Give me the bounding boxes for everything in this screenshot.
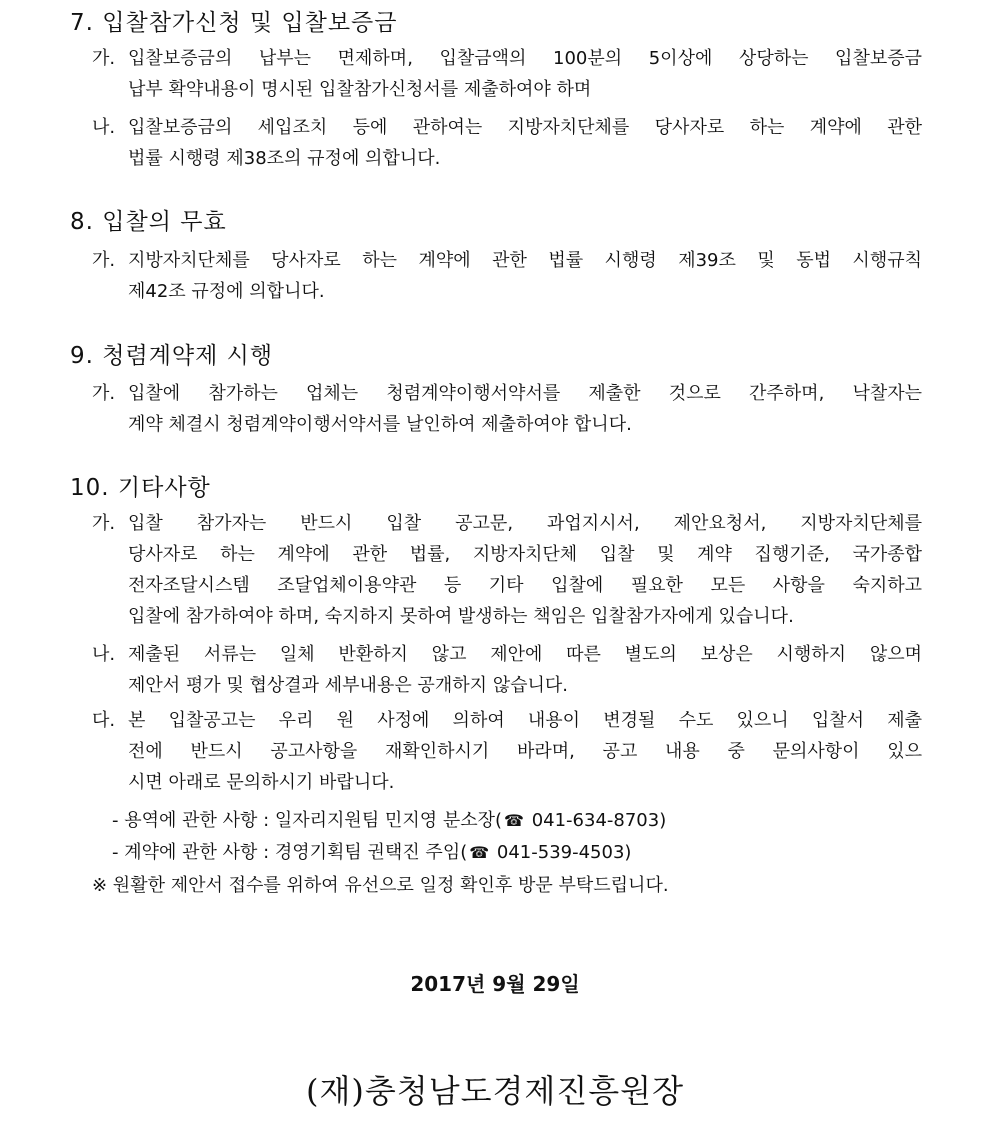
organization-name: (재)충청남도경제진흥원장 — [305, 1072, 684, 1110]
item-line: 입찰보증금의 세입조치 등에 관하여는 지방자치단체를 당사자로 하는 계약에 관한 — [128, 117, 922, 138]
telephone-icon: ☎ — [504, 811, 524, 830]
section-10-item-na — [92, 639, 922, 701]
telephone-icon: ☎ — [469, 843, 490, 862]
item-line: 지방자치단체를 당사자로 하는 계약에 관한 법률 시행령 제39조 및 동법 시행규칙 — [128, 250, 922, 271]
item-line: 본 입찰공고는 우리 원 사정에 의하여 내용이 변경될 수도 있으니 입찰서 제출 — [128, 710, 922, 731]
note-text: ※ 원활한 제안서 접수를 위하여 유선으로 일정 확인후 방문 부탁드립니다. — [92, 875, 669, 896]
item-label: 가. — [92, 250, 116, 271]
section-8-item-ga — [92, 245, 922, 307]
item-line: 전자조달시스템 조달업체이용약관 등 기타 입찰에 필요한 모든 사항을 숙지하고 — [128, 575, 922, 596]
item-label: 가. — [92, 513, 116, 534]
item-line: 계약 체결시 청렴계약이행서약서를 날인하여 제출하여야 합니다. — [128, 414, 632, 435]
section-7-item-na — [92, 112, 922, 174]
contact-service — [112, 806, 666, 832]
contact-text: - 용역에 관한 사항 : 일자리지원팀 민지영 분소장( — [112, 810, 503, 831]
section-10-title: 10. 기타사항 — [70, 475, 211, 501]
contact-phone: 041-634-8703 — [531, 810, 660, 831]
item-line: 납부 확약내용이 명시된 입찰참가신청서를 제출하여야 하며 — [128, 79, 592, 100]
item-line: 입찰보증금의 납부는 면제하며, 입찰금액의 100분의 5이상에 상당하는 입찰보증금 — [128, 48, 922, 69]
section-7-title: 7. 입찰참가신청 및 입찰보증금 — [70, 10, 398, 36]
item-line: 제출된 서류는 일체 반환하지 않고 제안에 따른 별도의 보상은 시행하지 않으며 — [128, 644, 922, 665]
contact-suffix: ) — [624, 842, 632, 863]
section-7-item-ga — [92, 43, 922, 105]
item-line: 입찰에 참가하여야 하며, 숙지하지 못하여 발생하는 책임은 입찰참가자에게 있습니다. — [128, 606, 794, 627]
contact-text: - 계약에 관한 사항 : 경영기획팀 권택진 주임( — [112, 842, 468, 863]
item-line: 입찰 참가자는 반드시 입찰 공고문, 과업지시서, 제안요청서, 지방자치단체를 — [128, 513, 922, 534]
contact-phone: 041-539-4503 — [496, 842, 625, 863]
item-label: 나. — [92, 117, 116, 138]
item-line: 제42조 규정에 의합니다. — [128, 281, 325, 302]
section-8-title: 8. 입찰의 무효 — [70, 209, 227, 235]
item-label: 가. — [92, 383, 116, 404]
section-10-item-da — [92, 705, 922, 798]
issue-date: 2017년 9월 29일 — [410, 972, 580, 996]
item-line: 전에 반드시 공고사항을 재확인하시기 바라며, 공고 내용 중 문의사항이 있으 — [128, 741, 922, 762]
section-10-item-ga — [92, 508, 922, 632]
item-line: 제안서 평가 및 협상결과 세부내용은 공개하지 않습니다. — [128, 675, 568, 696]
item-label: 다. — [92, 710, 116, 731]
item-label: 나. — [92, 644, 116, 665]
item-line: 당사자로 하는 계약에 관한 법률, 지방자치단체 입찰 및 계약 집행기준, 국가종합 — [128, 544, 922, 565]
contact-suffix: ) — [659, 810, 667, 831]
item-line: 법률 시행령 제38조의 규정에 의합니다. — [128, 148, 441, 169]
contact-contract — [112, 838, 631, 864]
item-line: 입찰에 참가하는 업체는 청렴계약이행서약서를 제출한 것으로 간주하며, 낙찰자는 — [128, 383, 922, 404]
section-9-title: 9. 청렴계약제 시행 — [70, 343, 274, 369]
item-label: 가. — [92, 48, 116, 69]
section-9-item-ga — [92, 378, 922, 440]
item-line: 시면 아래로 문의하시기 바랍니다. — [128, 772, 395, 793]
